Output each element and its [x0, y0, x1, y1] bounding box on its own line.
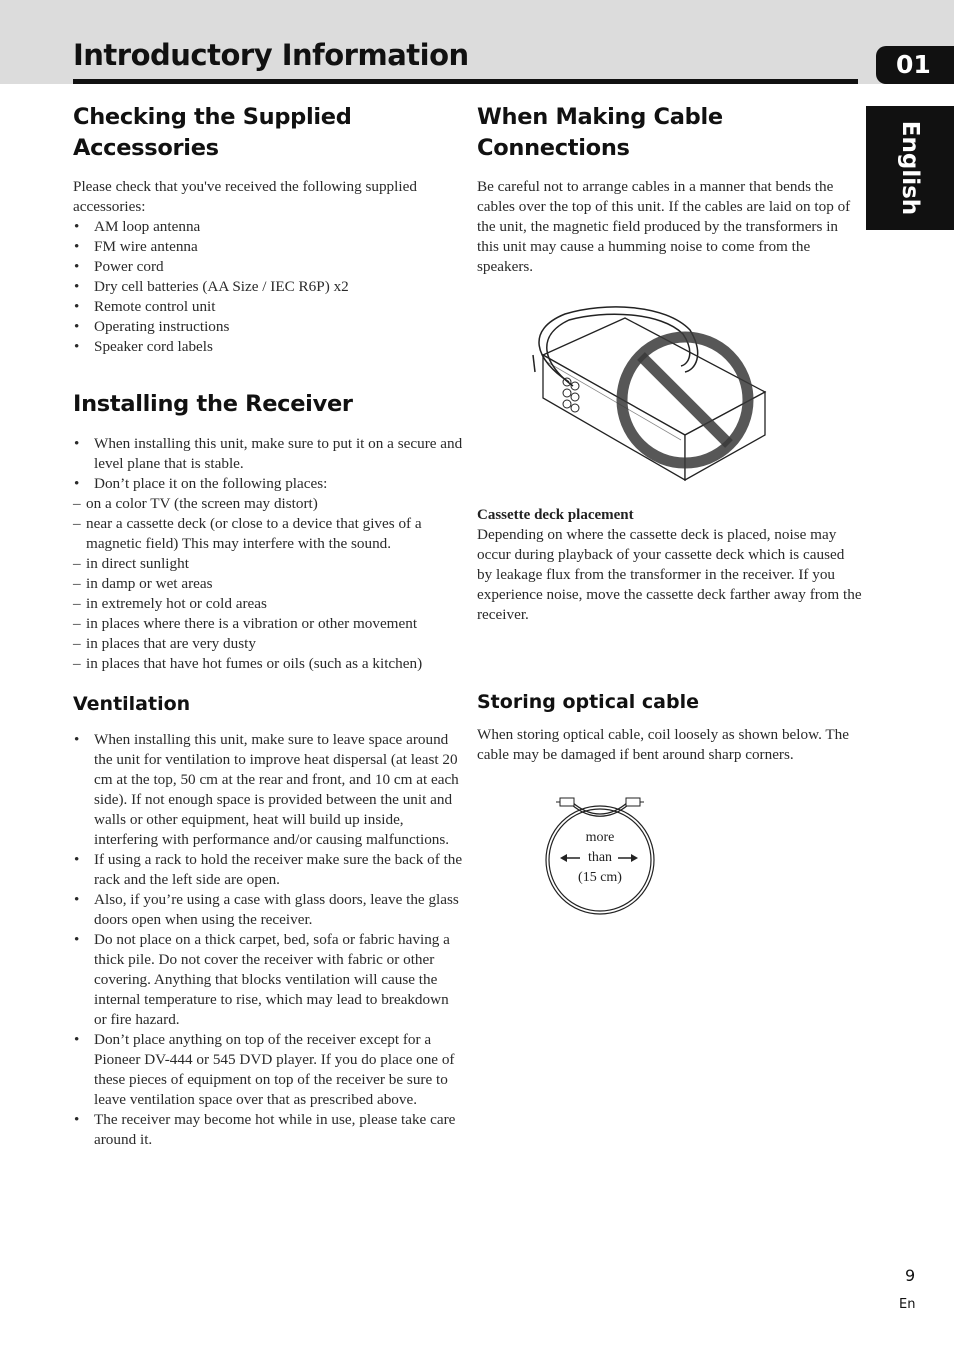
page-number: 9 [905, 1266, 916, 1285]
list-item: – in extremely hot or cold areas [73, 594, 463, 614]
language-tab [866, 106, 954, 230]
ventilation-list [73, 730, 463, 1150]
list-item: • Don’t place it on the following places: [73, 474, 463, 494]
optical-section [477, 689, 862, 765]
optical-cable-coil-illustration [540, 790, 660, 920]
accessories-intro: Please check that you've received the following supplied accessories: [73, 178, 417, 215]
optical-heading: Storing optical cable [477, 691, 699, 713]
list-item: • Dry cell batteries (AA Size / IEC R6P) x2 [73, 277, 463, 297]
cables-section [477, 102, 862, 277]
list-item: – in damp or wet areas [73, 574, 463, 594]
list-item: • When installing this unit, make sure to leave space around the unit for ventilation to improve heat dispersal (at least 20 cm at the top, 50 cm at the rear and front, and 10 cm at each side). If not enough space is provided between the unit and walls or other equipment, heat will build up inside, interfering with performance and/or causing malfunctions. [73, 730, 463, 850]
accessories-list [73, 217, 463, 357]
list-item: • FM wire antenna [73, 237, 463, 257]
installing-list [73, 434, 463, 494]
list-item: • Also, if you’re using a case with glass doors, leave the glass doors open when using the receiver. [73, 890, 463, 930]
list-item: – near a cassette deck (or close to a device that gives of a magnetic field) This may interfere with the sound. [73, 514, 463, 554]
list-item: – in places that are very dusty [73, 634, 463, 654]
cables-body: Be careful not to arrange cables in a manner that bends the cables over the top of this unit. If the cables are laid on top of the unit, the magnetic field produced by the transformers in this unit may cause a humming noise to come from the speakers. [477, 178, 851, 275]
right-column [477, 100, 862, 763]
list-item: • If using a rack to hold the receiver make sure the back of the rack and the left side are open. [73, 850, 463, 890]
ventilation-section [73, 691, 463, 1150]
list-item: • Power cord [73, 257, 463, 277]
list-item: • Operating instructions [73, 317, 463, 337]
page-title: Introductory Information [73, 38, 469, 72]
cable-over-receiver-illustration [525, 300, 775, 490]
cassette-body: Depending on where the cassette deck is placed, noise may occur during playback of your cassette deck which is caused by leakage flux from the transformer in the receiver. If you experience noise, move the cassette deck farther away from the receiver. [477, 526, 862, 623]
coil-label-than: than [587, 850, 613, 865]
list-item: • AM loop antenna [73, 217, 463, 237]
list-item: – in places that have hot fumes or oils (such as a kitchen) [73, 654, 463, 674]
chapter-badge: 01 [876, 46, 954, 84]
receiver-prohibited-drawing [525, 300, 775, 490]
coil-label-length: (15 cm) [578, 870, 622, 885]
optical-body: When storing optical cable, coil loosely as shown below. The cable may be damaged if bent around sharp corners. [477, 726, 850, 763]
page-language-code: En [899, 1297, 916, 1312]
accessories-section [73, 102, 463, 357]
list-item: – in direct sunlight [73, 554, 463, 574]
cassette-section [477, 505, 862, 625]
list-item: • The receiver may become hot while in use, please take care around it. [73, 1110, 463, 1150]
accessories-heading: Checking the Supplied Accessories [73, 104, 352, 161]
list-item: • Don’t place anything on top of the receiver except for a Pioneer DV-444 or 545 DVD player. If you do place one of these pieces of equipment on top of the receiver be sure to leave ventilation space over that as prescribed above. [73, 1030, 463, 1110]
header-rule [73, 79, 858, 84]
language-tab-label: English [897, 120, 923, 216]
places-list [73, 494, 463, 674]
list-item: • Remote control unit [73, 297, 463, 317]
ventilation-heading: Ventilation [73, 693, 191, 715]
installing-heading: Installing the Receiver [73, 391, 353, 417]
cables-heading: When Making Cable Connections [477, 104, 723, 161]
list-item: – in places where there is a vibration or other movement [73, 614, 463, 634]
list-item: – on a color TV (the screen may distort) [73, 494, 463, 514]
list-item: • Speaker cord labels [73, 337, 463, 357]
left-column [73, 100, 463, 1150]
list-item: • Do not place on a thick carpet, bed, sofa or fabric having a thick pile. Do not cover the receiver with fabric or other covering. Anything that blocks ventilation will cause the internal temperature to rise, which may lead to breakdown or fire hazard. [73, 930, 463, 1030]
installing-section [73, 389, 463, 674]
list-item: • When installing this unit, make sure to put it on a secure and level plane that is stable. [73, 434, 463, 474]
coil-label-more: more [585, 830, 615, 845]
cassette-caption: Cassette deck placement [477, 507, 634, 523]
